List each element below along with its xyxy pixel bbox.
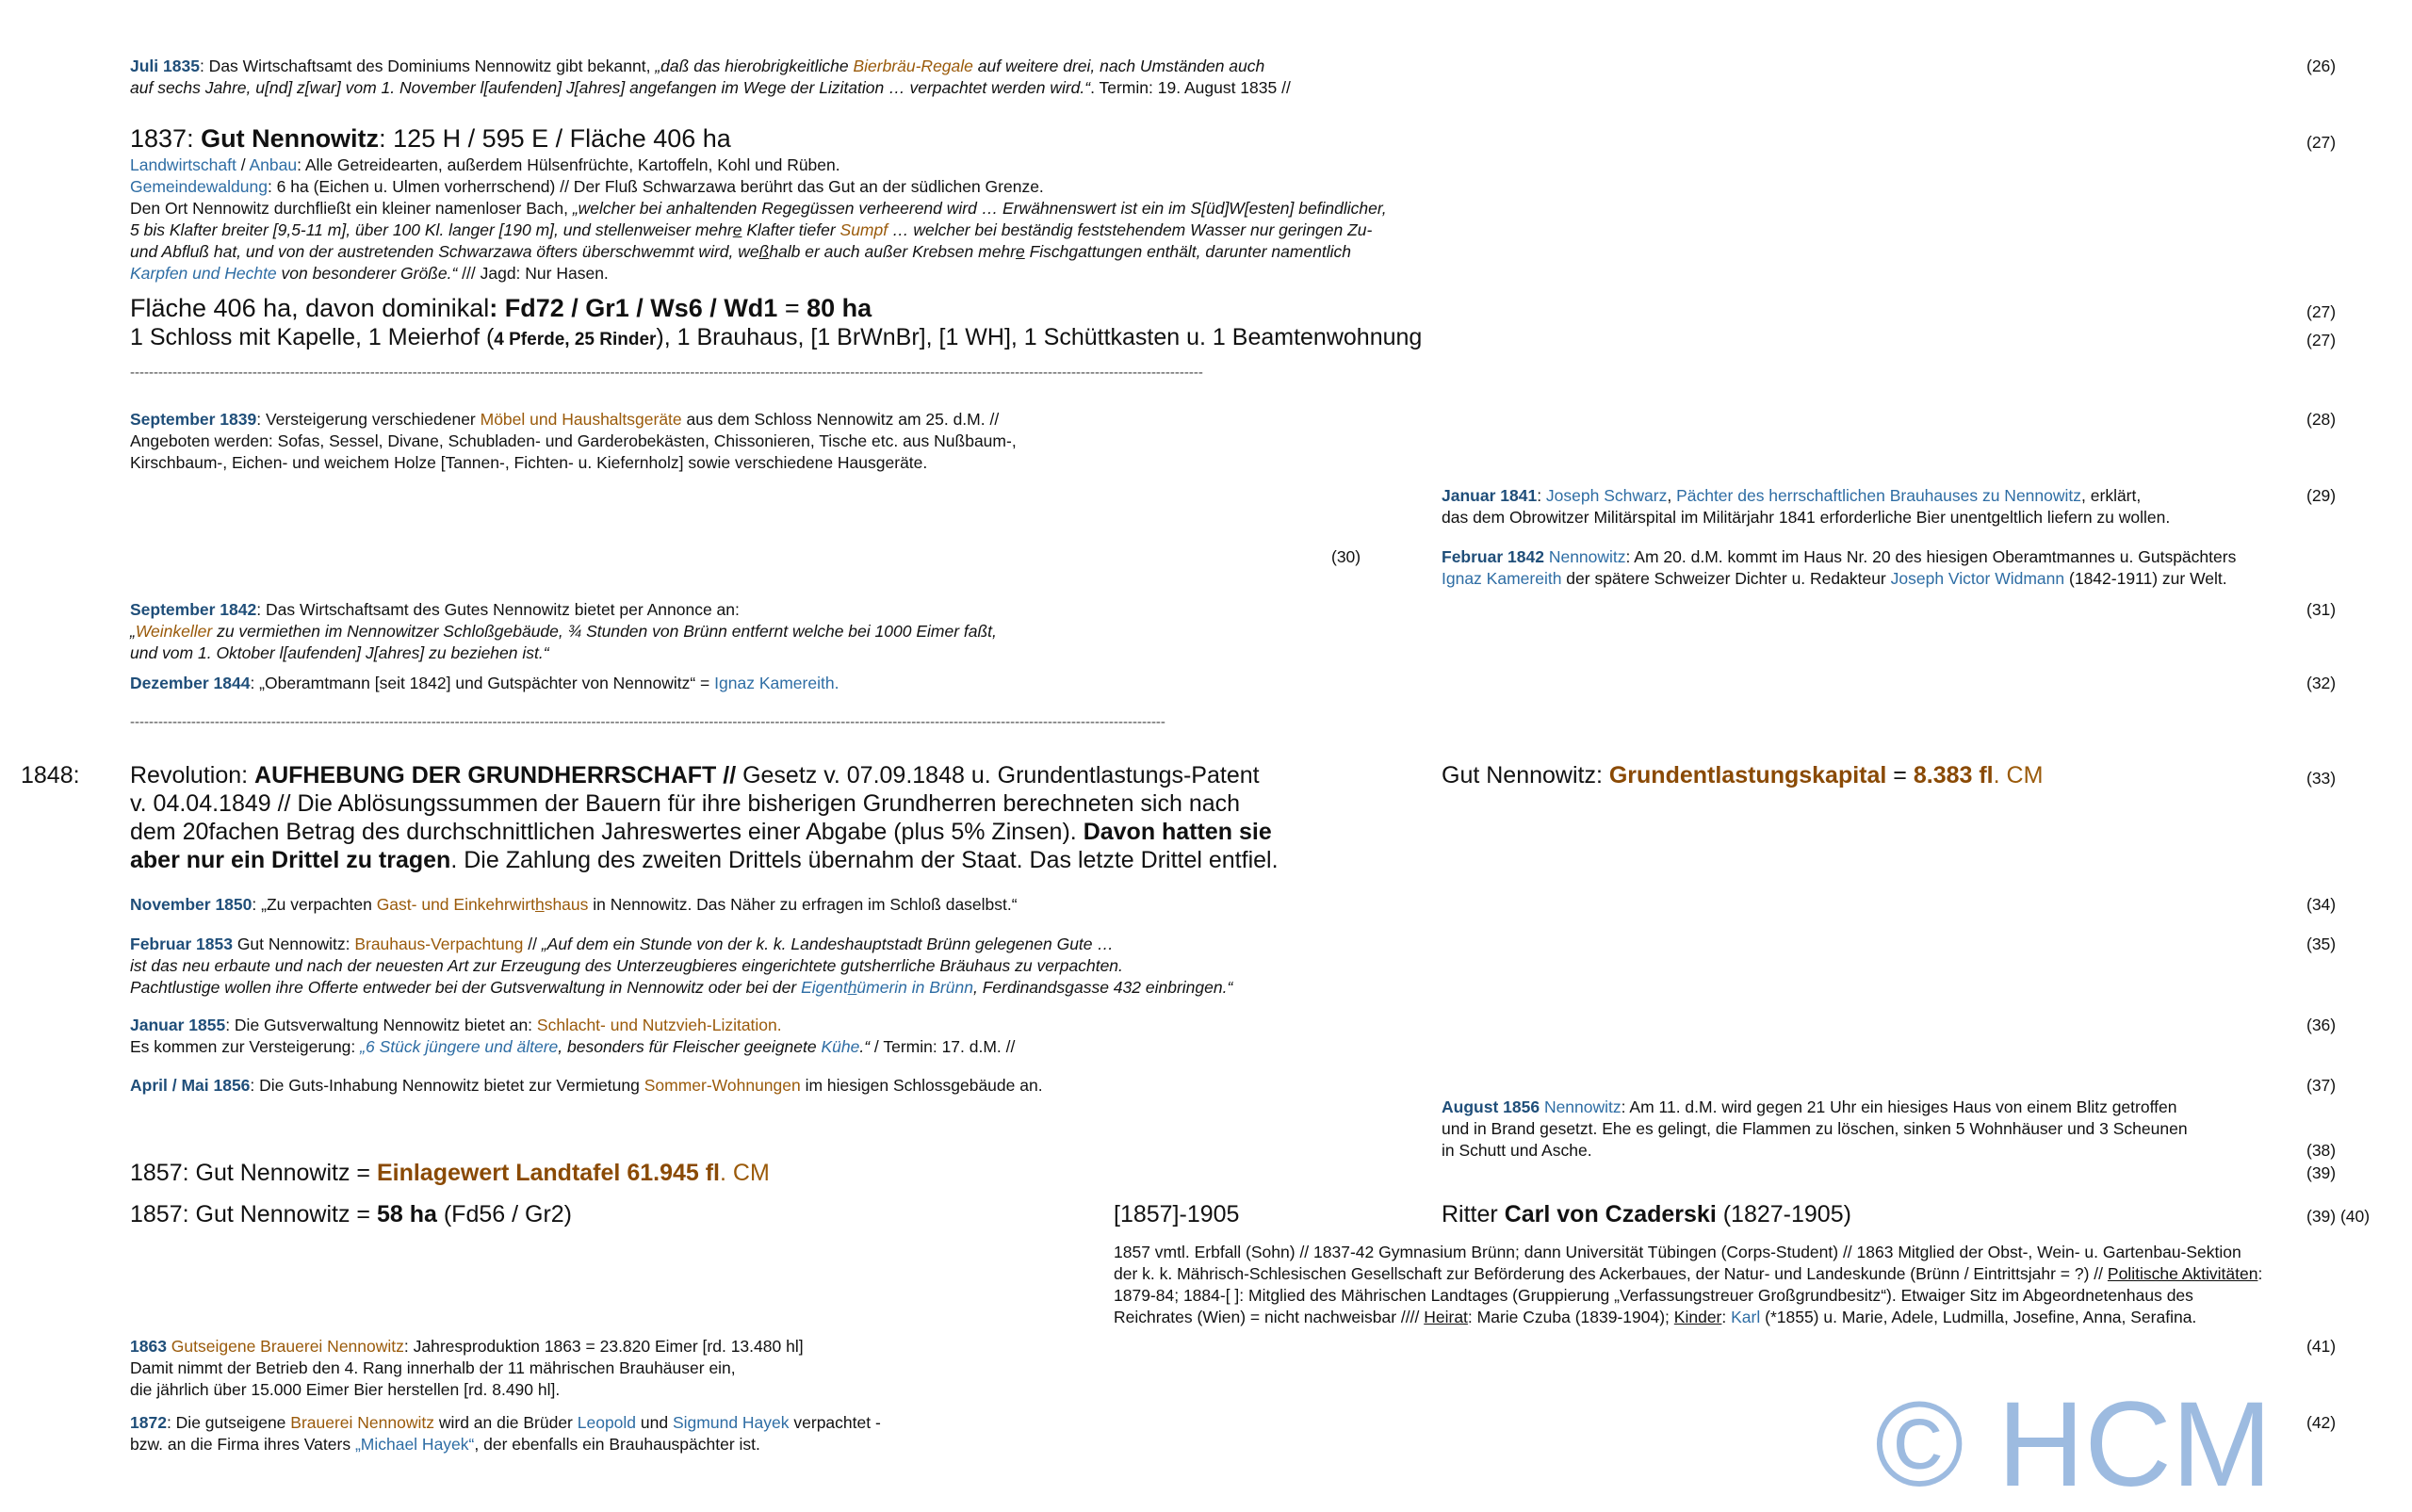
entry-januar-1855: Januar 1855: Die Gutsverwaltung Nennowitz bietet an: Schlacht- und Nutzvieh-Lizitation. Es kommen zur Versteigerung: „6 Stück jüngere und ältere, besonders für Fleischer geeignete Kühe.“ / Termin: 17. d.M. //: [130, 1016, 1016, 1056]
ref-39a: (39): [2306, 1163, 2337, 1182]
ref-33: (33): [2306, 769, 2337, 788]
person-carl-von-czaderski: Ritter Carl von Czaderski (1827-1905): [1442, 1201, 1851, 1227]
period-1857-1905: [1857]-1905: [1114, 1201, 1240, 1227]
ref-41: (41): [2306, 1337, 2337, 1356]
heading-1857-58ha: 1857: Gut Nennowitz = 58 ha (Fd56 / Gr2): [130, 1201, 572, 1227]
ref-42: (42): [2306, 1413, 2337, 1432]
entry-september-1842: September 1842: Das Wirtschaftsamt des Gutes Nennowitz bietet per Annonce an: „Weinkeller zu vermiethen im Nennowitzer Schloßgebäude, ¾ Stunden von Brünn entfernt welche bei 1000 Eimer faßt, und vom 1. Oktober l[aufenden] J[ahres] zu beziehen ist.“: [130, 600, 997, 662]
ref-36: (36): [2306, 1016, 2337, 1034]
ref-30: (30): [1331, 547, 1361, 566]
ref-27c: (27): [2306, 331, 2337, 350]
ref-26: (26): [2306, 57, 2337, 75]
divider-1: ------------------------------------------------------------------------------------------------------------------------------------------------------------------------------------------------------------------------------------: [130, 365, 1203, 381]
entry-februar-1842: Februar 1842 Nennowitz: Am 20. d.M. kommt im Haus Nr. 20 des hiesigen Oberamtmannes u. Gutspächters Ignaz Kamereith der spätere Schweizer Dichter u. Redakteur Joseph Victor Widmann (1842-1911) zur Welt.: [1442, 547, 2237, 588]
entry-august-1856: August 1856 Nennowitz: Am 11. d.M. wird gegen 21 Uhr ein hiesiges Haus von einem Blitz getroffen und in Brand gesetzt. Ehe es gelingt, die Flammen zu löschen, sinken 5 Wohnhäuser und 3 Scheunen in Schutt und Asche.: [1442, 1097, 2188, 1160]
grundentlastungskapital: Gut Nennowitz: Grundentlastungskapital = 8.383 fl. CM: [1442, 762, 2044, 789]
ref-37: (37): [2306, 1076, 2337, 1095]
ref-27a: (27): [2306, 133, 2337, 152]
hcm-watermark: © HCM: [1875, 1377, 2273, 1512]
entry-1837-description: Landwirtschaft / Anbau: Alle Getreidearten, außerdem Hülsenfrüchte, Kartoffeln, Kohl und Rüben. Gemeindewaldung: 6 ha (Eichen u. Ulmen vorherrschend) // Der Fluß Schwarzawa berührt das Gut an der südlichen Grenze. Den Ort Nennowitz durchfließt ein kleiner namenloser Bach, „welcher bei anhaltenden Regegüssen verheerend wird … Erwähnenswert ist ein im S[üd]W[esten] befindlicher, 5 bis Klafter breiter [9,5-11 m], über 100 Kl. langer [190 m], und stellenweiser mehre Klafter tiefer Sumpf … welcher bei beständig feststehendem Wasser nur geringen Zu- und Abfluß hat, und von der austretenden Schwarzawa öfters überschwemmt wird, weßhalb er auch außer Krebsen mehre Fischgattungen enthält, darunter namentlich Karpfen und Hechte von besonderer Größe.“ /// Jagd: Nur Hasen.: [130, 155, 1387, 283]
ref-39-40: (39) (40): [2306, 1207, 2371, 1226]
entry-februar-1853: Februar 1853 Gut Nennowitz: Brauhaus-Verpachtung // „Auf dem ein Stunde von der k. k. Landeshauptstadt Brünn gelegenen Gute … ist das neu erbaute und nach der neuesten Art zur Erzeugung des Unterzeugbieres eingerichtete gutsherrliche Bräuhaus zu verpachten. Pachtlustige wollen ihre Offerte entweder bei der Gutsverwaltung in Nennowitz oder bei der Eigenthümerin in Brünn, Ferdinandsgasse 432 einbringen.“: [130, 935, 1233, 997]
entry-november-1850: November 1850: „Zu verpachten Gast- und Einkehrwirthshaus in Nennowitz. Das Näher zu erfragen im Schloß daselbst.“: [130, 895, 1018, 914]
ref-31: (31): [2306, 600, 2337, 619]
heading-1837-gut-nennowitz: 1837: Gut Nennowitz: 125 H / 595 E / Fläche 406 ha: [130, 124, 731, 153]
ref-29: (29): [2306, 486, 2337, 505]
ref-34: (34): [2306, 895, 2337, 914]
entry-czaderski-bio: 1857 vmtl. Erbfall (Sohn) // 1837-42 Gymnasium Brünn; dann Universität Tübingen (Corps-Student) // 1863 Mitglied der Obst-, Wein- u. Gartenbau-Sektion der k. k. Mährisch-Schlesischen Gesellschaft zur Beförderung des Ackerbaues, der Natur- und Landeskunde (Brünn / Eintrittsjahr = ?) // Politische Aktivitäten: 1879-84; 1884-[ ]: Mitglied des Mährischen Landtages (Gruppierung „Verfassungstreuer Großgrundbesitz“). Etwaiger Sitz im Abgeordnetenhaus des Reichrates (Wien) = nicht nachweisbar //// Heirat: Marie Czuba (1839-1904); Kinder: Karl (*1855) u. Marie, Adele, Ludmilla, Josefine, Anna, Serafina.: [1114, 1243, 2263, 1326]
heading-flaeche-406: Fläche 406 ha, davon dominikal: Fd72 / Gr1 / Ws6 / Wd1 = 80 ha: [130, 294, 872, 322]
ref-32: (32): [2306, 674, 2337, 692]
divider-2: ----------------------------------------------------------------------------------------------------------------------------------------------------------------------------------------------------------------------------: [130, 714, 1165, 730]
entry-januar-1841: Januar 1841: Joseph Schwarz, Pächter des herrschaftlichen Brauhauses zu Nennowitz, erklärt, das dem Obrowitzer Militärspital im Militärjahr 1841 erforderliche Bier unentgeltlich liefern zu wollen.: [1442, 486, 2171, 527]
entry-juli-1835: Juli 1835: Das Wirtschaftsamt des Dominiums Nennowitz gibt bekannt, „daß das hierobrigkeitliche Bierbräu-Regale auf weitere drei, nach Umständen auch auf sechs Jahre, u[nd] z[war] vom 1. November l[aufenden] J[ahres] angefangen im Wege der Lizitation … verpachtet werden wird.“. Termin: 19. August 1835 //: [130, 57, 1291, 97]
heading-1857-einlagewert: 1857: Gut Nennowitz = Einlagewert Landtafel 61.945 fl. CM: [130, 1160, 770, 1186]
entry-september-1839: September 1839: Versteigerung verschiedener Möbel und Haushaltsgeräte aus dem Schloss Nennowitz am 25. d.M. // Angeboten werden: Sofas, Sessel, Divane, Schubladen- und Garderobekästen, Chissonieren, Tische etc. aus Nußbaum-, Kirschbaum-, Eichen- und weichem Holze [Tannen-, Fichten- u. Kiefernholz] sowie verschiedene Hausgeräte.: [130, 410, 1017, 472]
entry-1848-revolution: Revolution: AUFHEBUNG DER GRUNDHERRSCHAFT // Gesetz v. 07.09.1848 u. Grundentlastungs-Patent v. 04.04.1849 // Die Ablösungssummen der Bauern für ihre bisherigen Grundherren berechneten sich nach dem 20fachen Betrag des durchschnittlichen Jahreswertes einer Abgabe (plus 5% Zinsen). Davon hatten sie aber nur ein Drittel zu tragen. Die Zahlung des zweiten Drittels übernahm der Staat. Das letzte Drittel entfiel.: [130, 762, 1279, 873]
ref-38: (38): [2306, 1141, 2337, 1160]
ref-28: (28): [2306, 410, 2337, 429]
heading-schloss-kapelle: 1 Schloss mit Kapelle, 1 Meierhof (4 Pferde, 25 Rinder), 1 Brauhaus, [1 BrWnBr], [1 WH], 1 Schüttkasten u. 1 Beamtenwohnung: [130, 324, 1423, 350]
year-1848: 1848:: [21, 762, 80, 789]
entry-dezember-1844: Dezember 1844: „Oberamtmann [seit 1842] und Gutspächter von Nennowitz“ = Ignaz Kamereith.: [130, 674, 839, 692]
ref-35: (35): [2306, 935, 2337, 953]
entry-1863: 1863 Gutseigene Brauerei Nennowitz: Jahresproduktion 1863 = 23.820 Eimer [rd. 13.480 hl] Damit nimmt der Betrieb den 4. Rang innerhalb der 11 mährischen Brauhäuser ein, die jährlich über 15.000 Eimer Bier herstellen [rd. 8.490 hl].: [130, 1337, 804, 1399]
ref-27b: (27): [2306, 302, 2337, 321]
entry-1872: 1872: Die gutseigene Brauerei Nennowitz wird an die Brüder Leopold und Sigmund Hayek verpachtet - bzw. an die Firma ihres Vaters „Michael Hayek“, der ebenfalls ein Brauhauspächter ist.: [130, 1413, 881, 1454]
entry-april-mai-1856: April / Mai 1856: Die Guts-Inhabung Nennowitz bietet zur Vermietung Sommer-Wohnungen im hiesigen Schlossgebäude an.: [130, 1076, 1043, 1095]
